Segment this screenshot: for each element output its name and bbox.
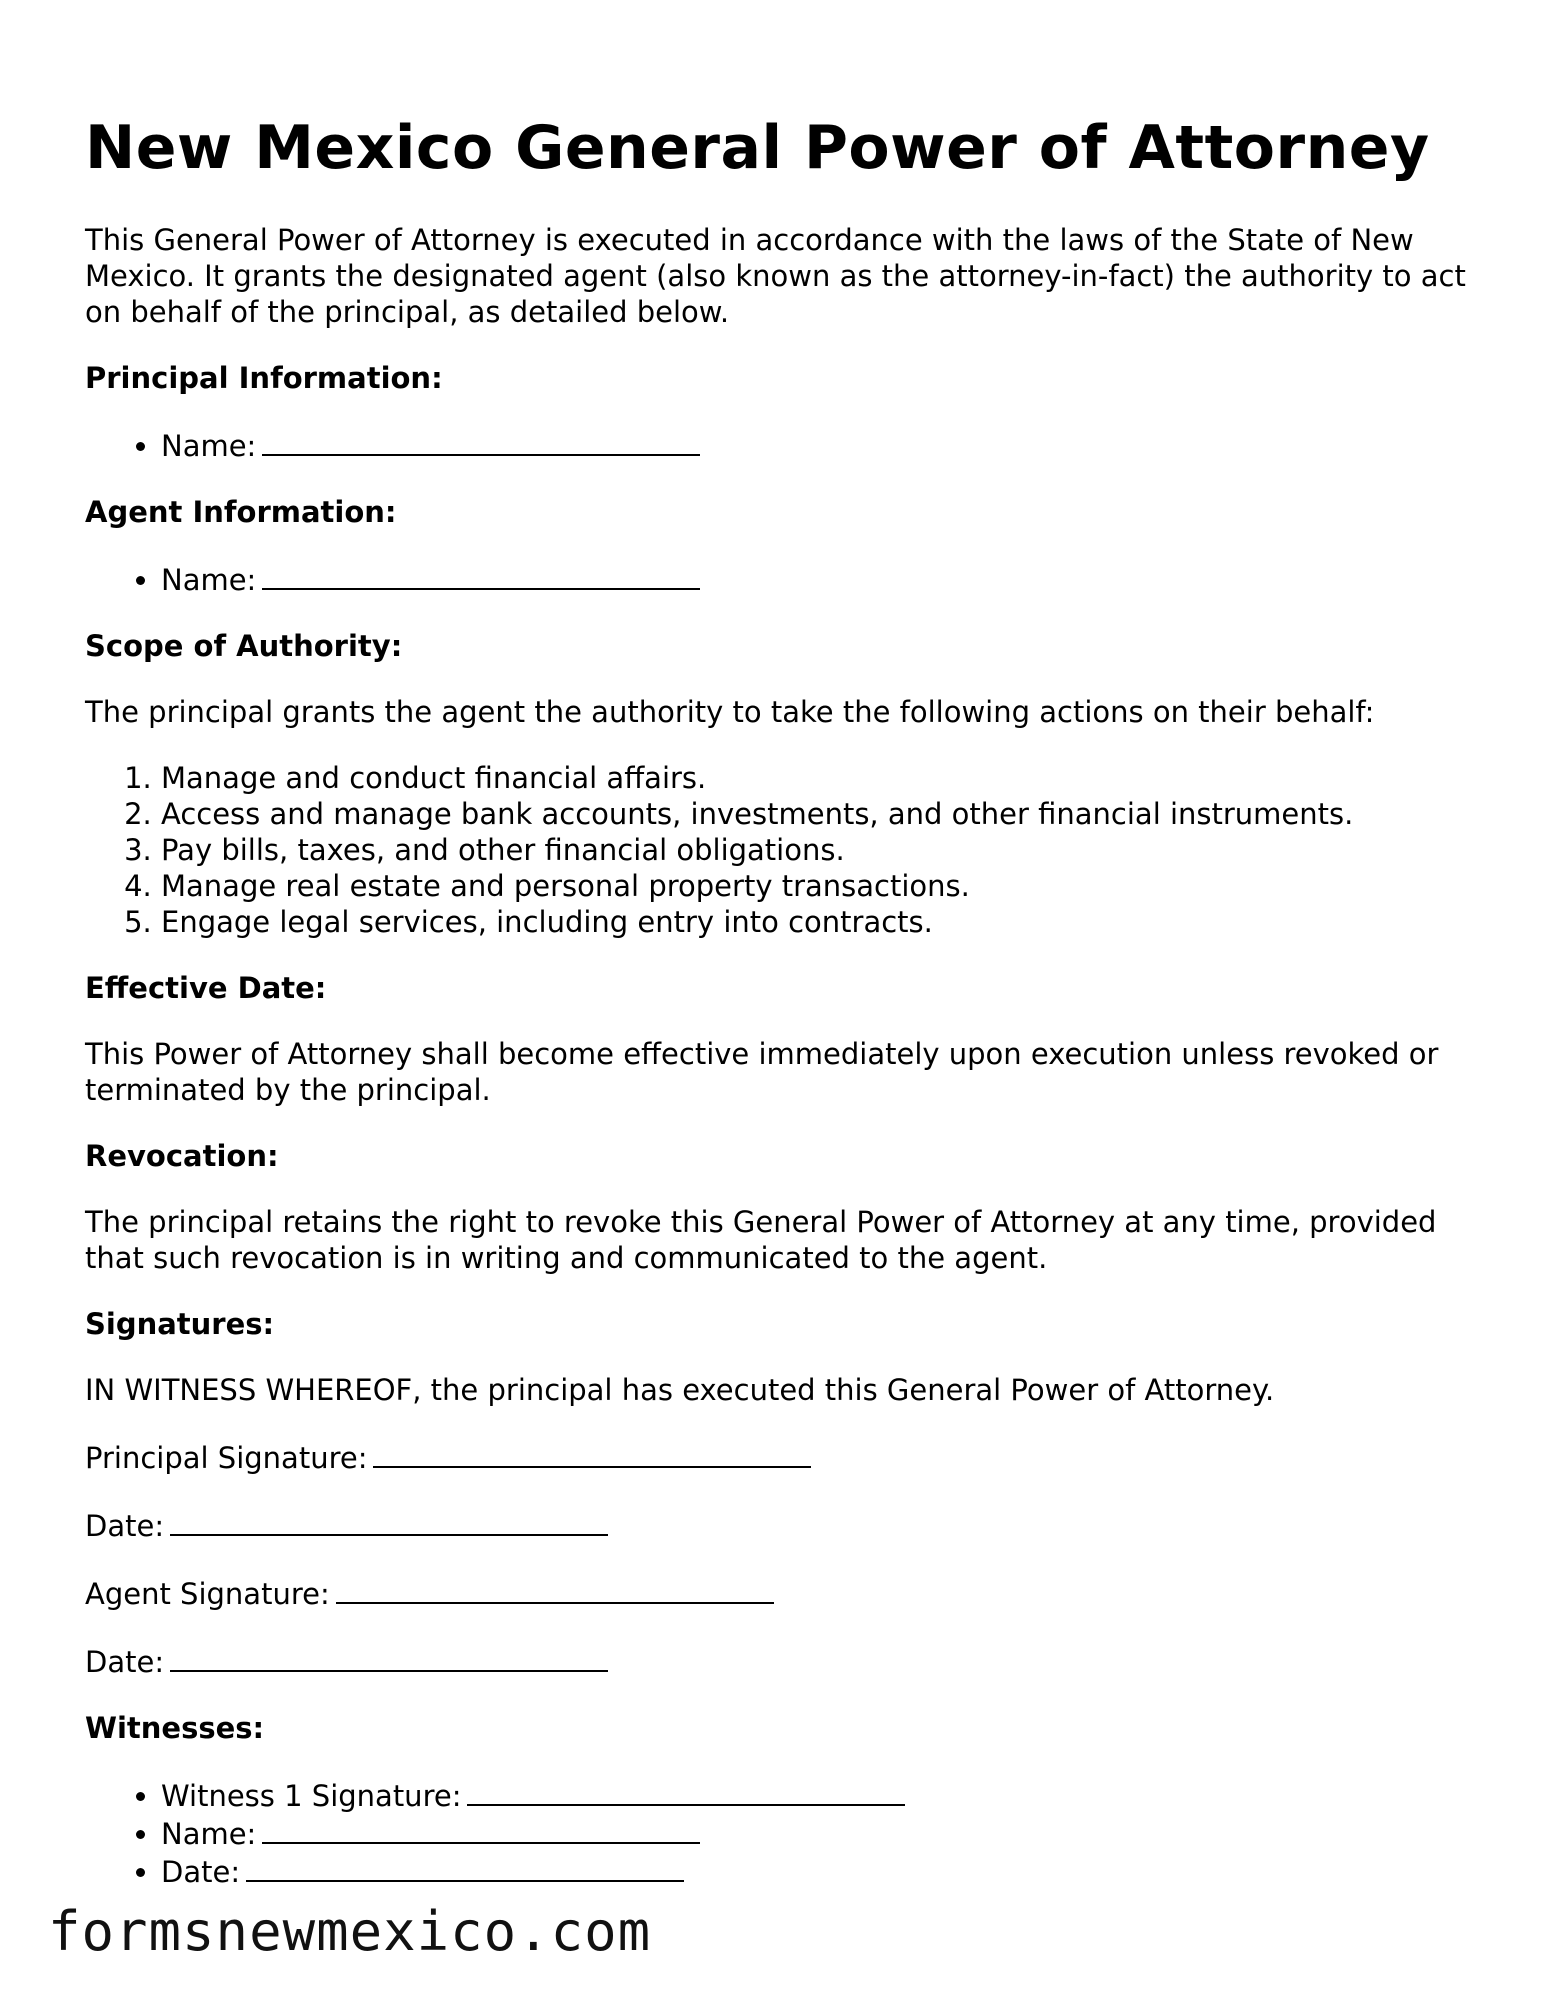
witness-date-label: Date: — [161, 1855, 241, 1889]
principal-name-field[interactable] — [262, 426, 700, 456]
agent-signature-line — [85, 1574, 1485, 1612]
principal-date-field[interactable] — [170, 1506, 608, 1536]
principal-date-line — [85, 1506, 1485, 1544]
agent-name-field[interactable] — [262, 560, 700, 590]
signatures-heading: Signatures: — [85, 1307, 275, 1341]
principal-heading: Principal Information: — [85, 361, 443, 395]
scope-item: 3. Pay bills, taxes, and other financial obligations. — [161, 832, 1485, 868]
witnesses-heading: Witnesses: — [85, 1711, 265, 1745]
scope-list — [85, 760, 1485, 940]
witness-date-field[interactable] — [246, 1852, 684, 1882]
scope-item: 5. Engage legal services, including entry into contracts. — [161, 904, 1485, 940]
agent-date-field[interactable] — [170, 1642, 608, 1672]
scope-heading: Scope of Authority: — [85, 629, 403, 663]
principal-date-label: Date: — [85, 1509, 165, 1543]
agent-signature-label: Agent Signature: — [85, 1577, 330, 1611]
effective-date-heading: Effective Date: — [85, 971, 327, 1005]
witnesses-list — [85, 1776, 1485, 1890]
principal-name-item — [161, 426, 1485, 464]
witness-name-field[interactable] — [262, 1814, 700, 1844]
signatures-text: IN WITNESS WHEREOF, the principal has executed this General Power of Attorney. — [85, 1373, 1275, 1407]
agent-date-line — [85, 1642, 1485, 1680]
principal-signature-field[interactable] — [373, 1438, 811, 1468]
witness-signature-field[interactable] — [467, 1776, 905, 1806]
witness-name-label: Name: — [161, 1817, 257, 1851]
intro-paragraph: This General Power of Attorney is executed in accordance with the laws of the State of New Mexico. It grants the designated agent (also known as the attorney-in-fact) the authority to act on behalf of the principal, as detailed below. — [85, 223, 1466, 329]
scope-item: 4. Manage real estate and personal property transactions. — [161, 868, 1485, 904]
scope-item: 2. Access and manage bank accounts, investments, and other financial instruments. — [161, 796, 1485, 832]
agent-heading: Agent Information: — [85, 495, 397, 529]
document-page — [85, 108, 1485, 1890]
scope-item: 1. Manage and conduct financial affairs. — [161, 760, 1485, 796]
principal-signature-line — [85, 1438, 1485, 1476]
revocation-text: The principal retains the right to revoke this General Power of Attorney at any time, provided that such revocation is in writing and communicated to the agent. — [85, 1205, 1437, 1275]
principal-list — [85, 426, 1485, 464]
page-title: New Mexico General Power of Attorney — [85, 113, 1430, 183]
principal-name-label: Name: — [161, 429, 257, 463]
agent-list — [85, 560, 1485, 598]
principal-signature-label: Principal Signature: — [85, 1441, 368, 1475]
agent-signature-field[interactable] — [336, 1574, 774, 1604]
effective-date-text: This Power of Attorney shall become effective immediately upon execution unless revoked or terminated by the principal. — [85, 1037, 1439, 1107]
agent-name-item — [161, 560, 1485, 598]
witness-signature-item — [161, 1776, 1485, 1814]
witness-name-item — [161, 1814, 1485, 1852]
scope-text: The principal grants the agent the authority to take the following actions on their behalf: — [85, 695, 1375, 729]
site-watermark: formsnewmexico.com — [48, 1900, 652, 1963]
witness-signature-label: Witness 1 Signature: — [161, 1779, 462, 1813]
revocation-heading: Revocation: — [85, 1139, 279, 1173]
agent-name-label: Name: — [161, 563, 257, 597]
witness-date-item — [161, 1852, 1485, 1890]
agent-date-label: Date: — [85, 1645, 165, 1679]
